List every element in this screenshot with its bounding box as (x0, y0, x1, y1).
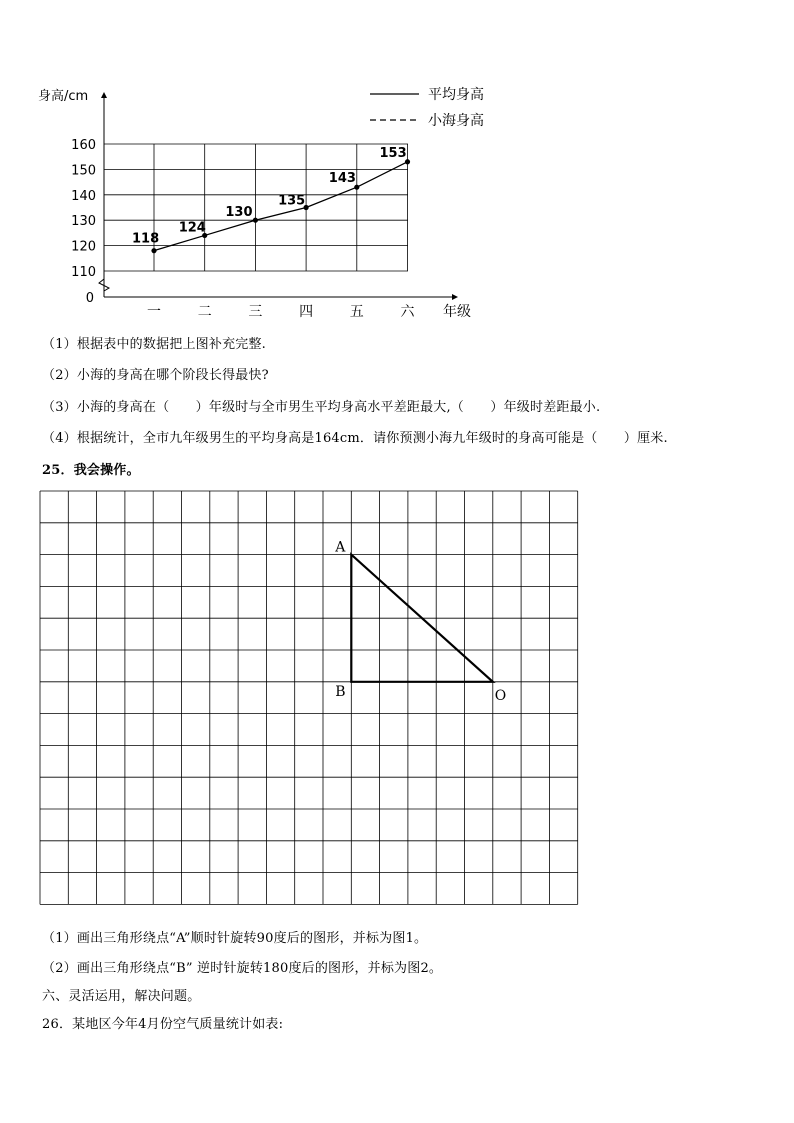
y-tick-label: 130 (71, 214, 96, 230)
task-25-2: （2）画出三角形绕点“B” 逆时针旋转180度后的图形，并标为图2。 (42, 961, 443, 976)
y-axis-arrow (101, 92, 107, 98)
vertex-label-A: A (335, 539, 346, 556)
data-label: 143 (328, 171, 356, 187)
height-line-chart (0, 0, 794, 330)
y-axis-label: 身高/cm (38, 89, 89, 104)
operation-grid (0, 480, 794, 920)
task-25-1: （1）画出三角形绕点“A”顺时针旋转90度后的图形，并标为图1。 (42, 931, 428, 946)
question-24-4: （4）根据统计，全市九年级男生的平均身高是164cm．请你预测小海九年级时的身高可能是（ ）厘米. (42, 431, 668, 446)
data-label: 130 (225, 205, 253, 221)
question-24-2: （2）小海的身高在哪个阶段长得最快? (42, 368, 269, 383)
data-point (253, 218, 258, 223)
legend-label-average: 平均身高 (428, 87, 484, 103)
question-24-3: （3）小海的身高在（ ）年级时与全市男生平均身高水平差距最大,（ ）年级时差距最小. (42, 400, 601, 415)
question-26: 26．某地区今年4月份空气质量统计如表: (42, 1017, 284, 1032)
y-tick-label: 140 (71, 188, 96, 204)
x-tick-label: 三 (248, 304, 263, 320)
y-tick-label: 110 (71, 265, 96, 280)
y-tick-label: 150 (71, 163, 96, 179)
vertex-label-O: O (494, 687, 507, 704)
y-tick-label: 120 (71, 239, 96, 255)
vertex-label-B: B (335, 683, 346, 700)
data-label: 135 (278, 193, 306, 209)
x-axis-arrow (452, 294, 458, 300)
x-tick-label: 四 (299, 304, 314, 320)
data-point (151, 248, 156, 253)
y-tick-label: 160 (71, 138, 96, 153)
data-label: 153 (379, 145, 407, 161)
legend-label-xiaohai: 小海身高 (428, 113, 484, 129)
question-25-title: 25．我会操作。 (42, 463, 140, 478)
x-tick-label: 一 (147, 304, 161, 320)
x-tick-label: 二 (197, 304, 212, 320)
x-axis-label: 年级 (443, 304, 471, 320)
y-tick-label: 0 (85, 291, 94, 306)
section-6-heading: 六、灵活运用，解决问题。 (42, 989, 201, 1004)
data-label: 118 (132, 231, 160, 247)
data-label: 124 (178, 220, 206, 236)
x-tick-label: 五 (349, 304, 364, 320)
x-tick-label: 六 (400, 304, 415, 320)
question-24-1: （1）根据表中的数据把上图补充完整. (42, 337, 267, 352)
